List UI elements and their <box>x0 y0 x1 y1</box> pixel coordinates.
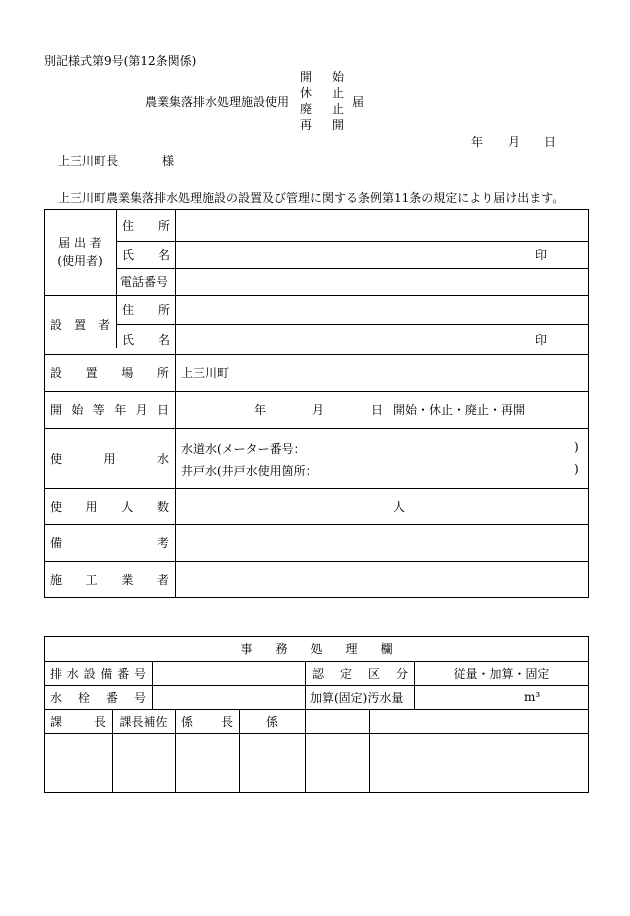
date-day: 日 <box>544 135 557 149</box>
date-month: 月 <box>508 135 521 149</box>
form-title: 農業集落排水処理施設使用 <box>145 95 290 109</box>
applicant-address-label: 住 所 <box>122 218 170 233</box>
title-option-abolish: 廃 止 <box>300 102 344 116</box>
meter-number-label: 水 栓 番 号 <box>50 690 146 705</box>
applicant-label: 届 出 者 <box>58 235 102 250</box>
start-date-day: 日 <box>371 403 384 417</box>
water-well: 井戸水(井戸水使用箇所： <box>181 464 318 478</box>
role-deputy-chief: 課長補佐 <box>119 714 168 729</box>
start-date-month: 月 <box>312 403 325 417</box>
role-unit-chief: 係 長 <box>181 714 233 729</box>
applicant-seal: 印 <box>534 248 547 262</box>
drain-number-label: 排水設備番号 <box>50 666 146 681</box>
title-suffix: 届 <box>352 95 365 109</box>
title-option-resume: 再 開 <box>300 118 344 132</box>
date-year: 年 <box>471 135 484 149</box>
water-tap: 水道水(メーター番号： <box>181 442 306 456</box>
office-title: 事 務 処 理 欄 <box>240 642 393 656</box>
cert-value: 従量・加算・固定 <box>453 666 550 681</box>
installer-label: 設 置 者 <box>50 318 110 332</box>
sewage-label: 加算(固定)汚水量 <box>310 690 404 705</box>
installer-seal: 印 <box>534 332 547 347</box>
cert-label: 認 定 区 分 <box>312 666 408 681</box>
title-option-pause: 休 止 <box>300 86 344 100</box>
role-section-chief: 課 長 <box>50 714 106 729</box>
start-date-label: 開始等年月日 <box>50 403 169 417</box>
applicant-name-label: 氏 名 <box>122 248 170 262</box>
remarks-label: 備 考 <box>50 536 169 550</box>
applicant-phone-label: 電話番号 <box>120 275 169 289</box>
addressee: 上三川町長 <box>58 154 119 168</box>
installer-address-label: 住 所 <box>122 303 170 317</box>
statement: 上三川町農業集落排水処理施設の設置及び管理に関する条例第11条の規定により届け出ます。 <box>58 191 565 205</box>
form-number: 別記様式第9号(第12条関係) <box>44 54 197 68</box>
role-staff: 係 <box>265 714 278 729</box>
title-option-start: 開 始 <box>300 70 344 84</box>
honorific: 様 <box>162 154 175 168</box>
contractor-label: 施 工 業 者 <box>50 573 169 587</box>
water-label: 使 用 水 <box>50 451 169 466</box>
users-unit: 人 <box>393 499 406 514</box>
water-tap-close: ) <box>574 440 579 454</box>
location-label: 設 置 場 所 <box>50 366 169 380</box>
water-well-close: ) <box>574 462 579 476</box>
applicant-sublabel: (使用者) <box>57 253 103 268</box>
installer-name-label: 氏 名 <box>122 332 170 347</box>
start-date-options: 開始・休止・廃止・再開 <box>393 403 526 417</box>
location-value: 上三川町 <box>181 366 230 380</box>
start-date-year: 年 <box>254 403 267 417</box>
users-label: 使 用 人 数 <box>50 499 169 514</box>
sewage-unit: m³ <box>524 690 541 704</box>
